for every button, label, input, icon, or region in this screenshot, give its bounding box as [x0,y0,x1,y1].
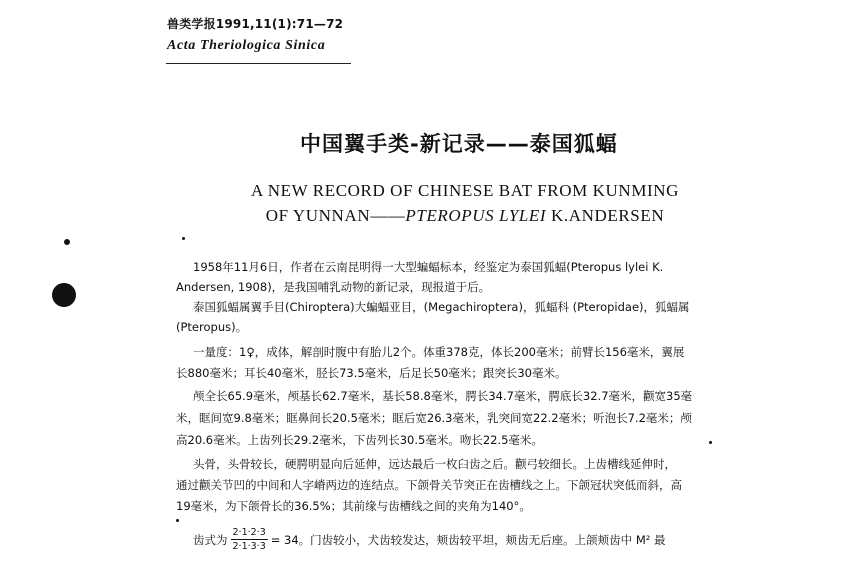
formula-denominator: 2·1·3·3 [232,541,266,552]
paragraph-line: 一量度：1♀，成体，解剖时腹中有胎儿2个。体重378克，体长200毫米；前臂长156毫米，翼展 [193,345,685,359]
article-title-en-line2 [185,206,745,226]
article-title-cn: 中国翼手类-新记录——泰国狐蝠 [300,132,618,156]
journal-name: Acta Theriologica Sinica [167,38,326,53]
ink-dot [182,237,185,240]
paragraph-line: 通过颧关节凹的中间和人字嵴两边的连结点。下颌骨关节突正在齿槽线之上。下颌冠状突低而斜，高 [176,478,682,492]
paragraph-line: 长880毫米；耳长40毫米，胫长73.5毫米，后足长50毫米；跟突长30毫米。 [176,366,567,380]
paragraph-line: 高20.6毫米。上齿列长29.2毫米，下齿列长30.5毫米。吻长22.5毫米。 [176,433,543,447]
ink-blot [52,283,76,307]
paragraph-line: 头骨，头骨较长，硬腭明显向后延伸，远达最后一枚臼齿之后。颧弓较细长。上齿槽线延伸时， [193,457,676,471]
formula-suffix: = 34。门齿较小，犬齿较发达，颊齿较平坦，颊齿无后座。上颌颊齿中 M² 最 [270,532,666,547]
header-divider [166,63,351,64]
article-title-en-line1: A NEW RECORD OF CHINESE BAT FROM KUNMING [250,181,680,200]
ink-dot [709,441,712,444]
title-en-suffix: K.ANDERSEN [546,206,665,225]
title-en-prefix: OF YUNNAN—— [265,206,406,225]
paragraph-line: 颅全长65.9毫米，颅基长62.7毫米，基长58.8毫米，腭长34.7毫米，腭底长32.7毫米，颧宽35毫 [193,389,693,403]
formula-numerator: 2·1·2·3 [232,527,266,538]
ink-dot [64,239,70,245]
paragraph-line: Andersen, 1908)，是我国哺乳动物的新记录，现报道于后。 [176,280,491,294]
paragraph-line: 泰国狐蝠属翼手目(Chiroptera)大蝙蝠亚目，(Megachiroptera)，狐蝠科 (Pteropidae)，狐蝠属 [193,300,690,314]
ink-dot [176,519,179,522]
paragraph-line: (Pteropus)。 [176,320,248,334]
formula-fraction [231,527,268,552]
journal-citation: 兽类学报1991,11(1):71—72 [167,17,344,31]
formula-prefix: 齿式为 [193,532,228,547]
paragraph-line: 1958年11月6日，作者在云南昆明得一大型蝙蝠标本，经鉴定为泰国狐蝠(Pteropus lylei K. [193,260,664,274]
dental-formula [193,527,666,552]
paragraph-line: 19毫米，为下颌骨长的36.5%；其前缘与齿槽线之间的夹角为140°。 [176,499,531,513]
paragraph-line: 米，眶间宽9.8毫米；眶鼻间长20.5毫米；眶后宽26.3毫米，乳突间宽22.2毫米；听泡长7.2毫米；颅 [176,411,692,425]
title-en-species: PTEROPUS LYLEI [405,206,547,225]
